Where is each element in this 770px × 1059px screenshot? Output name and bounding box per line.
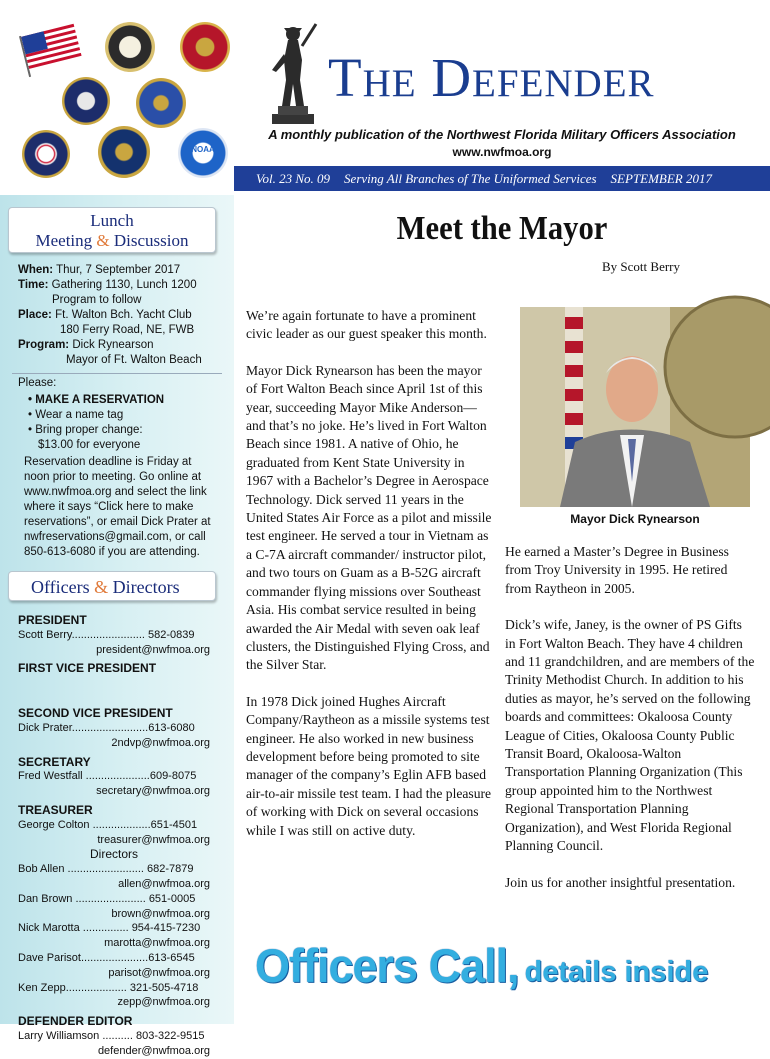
program-row-2: Mayor of Ft. Walton Beach: [66, 354, 202, 366]
first-vp-role: FIRST VICE PRESIDENT: [18, 661, 157, 676]
director-line: Nick Marotta ............... 954-415-7230: [18, 922, 201, 935]
director-email[interactable]: allen@nwfmoa.org: [118, 877, 210, 890]
director-email[interactable]: marotta@nwfmoa.org: [104, 937, 210, 950]
program-row: Program: Dick Rynearson: [18, 339, 154, 351]
meeting-discussion-heading: Meeting & Discussion: [35, 231, 189, 250]
place-row: Place: Ft. Walton Bch. Yacht Club: [18, 309, 192, 321]
lunch-heading: Lunch: [90, 211, 134, 230]
us-flag-icon: [18, 21, 85, 78]
place-row-2: 180 Ferry Road, NE, FWB: [60, 324, 195, 336]
editor-line: Larry Williamson .......... 803-322-9515: [18, 1029, 205, 1042]
bullet-name-tag: • Wear a name tag: [28, 409, 124, 421]
paragraph: We’re again fortunate to have a prominent civic leader as our guest speaker this month.: [246, 308, 487, 342]
paragraph: He earned a Master’s Degree in Business from Troy University in 1995. He retired from Raytheon in 2005.: [505, 544, 729, 596]
issue-date: SEPTEMBER 2017: [610, 170, 713, 186]
president-role: PRESIDENT: [18, 613, 87, 627]
navy-seal-icon: [62, 77, 110, 125]
when-row: When: Thur, 7 September 2017: [18, 264, 181, 276]
air-force-seal-icon: [136, 78, 186, 128]
director-email[interactable]: brown@nwfmoa.org: [111, 907, 210, 920]
masthead: [0, 0, 770, 195]
treasurer-role: TREASURER: [18, 802, 93, 817]
volume-label: Vol. 23 No. 09: [256, 170, 331, 186]
motto: Serving All Branches of The Uniformed Services: [344, 170, 597, 186]
second-vp-line: Dick Prater.........................613-6080: [18, 721, 195, 734]
issue-bar: [234, 166, 770, 191]
meeting-details: [18, 263, 228, 368]
editor-role: DEFENDER EDITOR: [18, 1014, 133, 1029]
secretary-email[interactable]: secretary@nwfmoa.org: [96, 785, 210, 798]
officers-banner: Officers & Directors: [8, 571, 216, 601]
article-column-left: [246, 307, 494, 858]
reservation-block: [18, 376, 228, 560]
paragraph: In 1978 Dick joined Hughes Aircraft Company/Raytheon as a missile systems test engineer. He also worked in new business development before being promoted to site manager of the company’s Eglin AFB based air-to-air missile test team. I had the pleasure of working with Dick on several occasions while I was still on active duty.: [246, 693, 492, 838]
tagline: A monthly publication of the Northwest Florida Military Officers Association: [268, 127, 736, 142]
treasurer-line: George Colton ...................651-4501: [18, 818, 198, 831]
public-health-service-seal-icon: [98, 126, 150, 178]
president-email[interactable]: president@nwfmoa.org: [96, 643, 210, 656]
secretary-line: Fred Westfall .....................609-8075: [18, 770, 197, 783]
photo-caption: Mayor Dick Rynearson: [570, 512, 700, 526]
reservation-note: Reservation deadline is Friday at noon prior to meeting. Go online at www.nwfmoa.org and select the link where it says “Click here to make reservations”, or email Dick Prater at nwfreservations@gmail.com, or call 850-613-6080 if you are attending.: [24, 456, 211, 558]
treasurer-email[interactable]: treasurer@nwfmoa.org: [97, 833, 210, 846]
paragraph: Join us for another insightful presentation.: [505, 874, 736, 890]
paragraph: Dick’s wife, Janey, is the owner of PS Gifts in Fort Walton Beach. They have 4 children and 11 grandchildren, and are members of the Trinity Methodist Church. In addition to his duties as mayor, he’s served on the following boards and committees: Okaloosa County League of Cities, Okaloosa County Public Transit Board, Okaloosa-Walton Transportation Planning Organization (This group appointed him to the Northwest Regional Transportation Planning Organization), and West Florida Regional Planning Council.: [505, 617, 755, 854]
president-line: Scott Berry........................ 582-0839: [18, 628, 195, 641]
director-email[interactable]: parisot@nwfmoa.org: [108, 966, 210, 979]
promo-title: Officers Call,: [255, 938, 519, 993]
coast-guard-seal-icon: [22, 130, 70, 178]
time-row: Time: Gathering 1130, Lunch 1200: [18, 279, 197, 291]
second-vp-role: SECOND VICE PRESIDENT: [18, 706, 173, 721]
promo-subtitle: details inside: [524, 956, 709, 988]
article-title: Meet the Mayor: [396, 210, 608, 247]
noaa-seal-icon: [178, 128, 228, 178]
officers-call-promo: [255, 940, 755, 1010]
second-vp-email[interactable]: 2ndvp@nwfmoa.org: [111, 736, 210, 749]
marine-corps-seal-icon: [180, 22, 230, 72]
article-column-right: [505, 543, 755, 910]
mayor-photo: [520, 307, 750, 507]
lunch-banner: [8, 207, 216, 253]
officers-list: [18, 609, 210, 1059]
sidebar: [0, 195, 234, 1057]
director-email[interactable]: zepp@nwfmoa.org: [117, 996, 210, 1009]
noaa-label: NOAA: [191, 145, 215, 154]
byline: By Scott Berry: [602, 259, 680, 274]
time-row-2: Program to follow: [52, 294, 142, 306]
paragraph: Mayor Dick Rynearson has been the mayor of Fort Walton Beach since April 1st of this year, succeeding Mayor Mike Anderson—and that’s no joke. He’s lived in Fort Walton Beach since 1981. A native of Ohio, he graduated from Kent State University in 1967 with a Bachelor’s Degree in Aerospace Technology. Dick served 11 years in the United States Air Force as a pilot and missile test engineer. He served a tour in Vietnam as a C-7A aircraft commander/ instructor pilot, and two tours on Guam as a B-52G aircraft commander flying missions over Southeast Asia. His combat service resulted in being awarded the Air Medal with seven oak leaf clusters, the Distinguished Flying Cross, and the Silver Star.: [246, 362, 492, 673]
minuteman-statue-icon: [258, 20, 328, 128]
director-line: Dan Brown ....................... 651-0005: [18, 892, 196, 905]
please-label: Please:: [18, 377, 57, 389]
directors-heading: Directors: [89, 847, 138, 862]
bullet-change: • Bring proper change:: [28, 424, 143, 436]
director-line: Dave Parisot......................613-6545: [18, 951, 195, 964]
secretary-role: SECRETARY: [18, 754, 91, 769]
editor-email[interactable]: defender@nwfmoa.org: [97, 1044, 210, 1057]
divider: [12, 373, 222, 374]
website-url[interactable]: www.nwfmoa.org: [452, 145, 552, 159]
mayor-portrait-icon: [520, 307, 750, 507]
director-line: Ken Zepp.................... 321-505-4718: [18, 981, 199, 994]
newsletter-title: The Defender: [328, 47, 655, 108]
army-seal-icon: [105, 22, 155, 72]
director-line: Bob Allen ......................... 682-7879: [18, 863, 194, 876]
bullet-reservation: • MAKE A RESERVATION: [28, 394, 165, 406]
bullet-price: $13.00 for everyone: [38, 439, 141, 451]
